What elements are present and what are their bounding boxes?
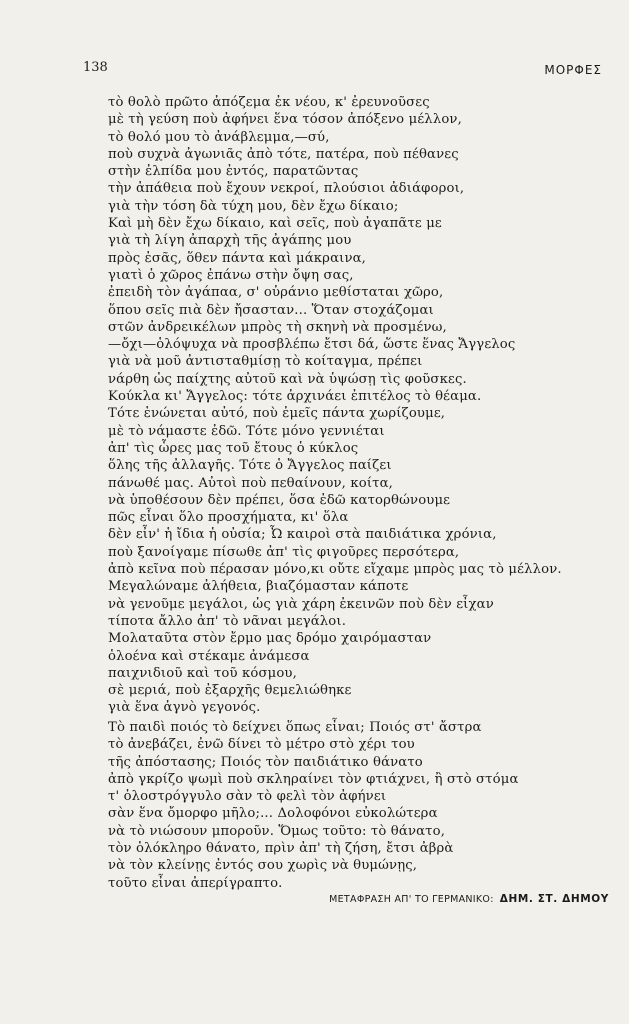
poem-line: πῶς εἶναι ὅλο προσχήματα, κι' ὅλα (108, 510, 349, 526)
poem-line: στὴν ἐλπίδα μου ἐντός, παρατῶντας (108, 164, 359, 180)
poem-line: Καὶ μὴ δὲν ἔχω δίκαιο, καὶ σεῖς, ποὺ ἀγαπᾶτε με (108, 216, 442, 232)
poem-line: παιχνιδιοῦ καὶ τοῦ κόσμου, (108, 665, 297, 681)
poem-line: Μολαταῦτα στὸν ἔρμο μας δρόμο χαιρόμασταν (108, 631, 432, 647)
poem-line: ἐπειδὴ τὸν ἀγάπαα, σ' οὐράνιο μεθίσταται χῶρο, (108, 285, 444, 301)
poem-line: τὸ θολὸ πρῶτο ἀπόζεμα ἐκ νέου, κ' ἐρευνοῦσες (108, 95, 430, 110)
poem-line: Κούκλα κι' Ἄγγελος: τότε ἀρχινάει ἐπιτέλος τὸ θέαμα. (108, 389, 482, 405)
poem-line: στῶν ἀνδρεικέλων μπρὸς τὴ σκηνὴ νὰ προσμένω, (108, 319, 447, 335)
credit-label: ΜΕΤΑΦΡΑΣΗ ΑΠ' ΤΟ ΓΕΡΜΑΝΙΚΟ: (329, 894, 494, 905)
poem-line: ὅπου σεῖς πιὰ δὲν ἤσασταν... Ὅταν στοχάζομαι (108, 302, 434, 318)
poem-line: τὴν ἀπάθεια ποὺ ἔχουν νεκροί, πλούσιοι ἀδιάφοροι, (108, 181, 465, 197)
poem-line: ὁλοένα καὶ στέκαμε ἀνάμεσα (108, 648, 310, 664)
page-number: 138 (83, 60, 108, 75)
poem-line: δὲν εἶν' ἡ ἴδια ἡ οὐσία; Ὦ καιροὶ στὰ παιδιάτικα χρόνια, (108, 527, 497, 543)
poem-line: Τὸ παιδὶ ποιός τὸ δείχνει ὅπως εἶναι; Ποιός στ' ἄστρα (108, 720, 482, 735)
poem-line: γιὰ νὰ μοῦ ἀντισταθμίσῃ τὸ κοίταγμα, πρέπει (108, 354, 423, 370)
poem-line: Τότε ἑνώνεται αὐτό, ποὺ ἐμεῖς πάντα χωρίζουμε, (108, 406, 446, 422)
poem-line: γιὰ τὴν τόση δὰ τύχη μου, δὲν ἔχω δίκαιο; (108, 198, 399, 214)
poem-line: ἀπ' τὶς ὧρες μας τοῦ ἔτους ὁ κύκλος (108, 440, 359, 456)
poem-line: μὲ τὴ γεύση ποὺ ἀφήνει ἕνα τόσον ἀπόξενο μέλλον, (108, 112, 462, 128)
poem-line: ὅλης τῆς ἀλλαγῆς. Τότε ὁ Ἄγγελος παίζει (108, 458, 392, 474)
poem-line: νὰ γενοῦμε μεγάλοι, ὡς γιὰ χάρη ἐκεινῶν ποὺ δὲν εἶχαν (108, 596, 494, 612)
poem-line: ποὺ συχνὰ ἀγωνιᾶς ἀπὸ τότε, πατέρα, ποὺ πέθανες (108, 146, 459, 162)
poem-line: μὲ τὸ νάμαστε ἐδῶ. Τότε μόνο γεννιέται (108, 423, 385, 439)
poem-line: νὰ ὑποθέσουν δὲν πρέπει, ὅσα ἐδῶ κατορθώνουμε (108, 492, 451, 508)
poem-line: γιὰ ἕνα ἁγνὸ γεγονός. (108, 700, 261, 716)
poem-line: γιατὶ ὁ χῶρος ἐπάνω στὴν ὄψη σας, (108, 267, 354, 283)
poem-line: γιὰ τὴ λίγη ἀπαρχὴ τῆς ἀγάπης μου (108, 233, 352, 249)
poem-line: πάνωθέ μας. Αὐτοὶ ποὺ πεθαίνουν, κοίτα, (108, 475, 393, 491)
poem-line: ποὺ ξανοίγαμε πίσωθε ἀπ' τὶς φιγοῦρες περσότερα, (108, 544, 460, 560)
poem-line: τὸ θολό μου τὸ ἀνάβλεμμα,—σύ, (108, 129, 330, 145)
poem-line: σὲ μεριά, ποὺ ἐξαρχῆς θεμελιώθηκε (108, 683, 352, 699)
translator-name: ΔΗΜ. ΣΤ. ΔΗΜΟΥ (499, 893, 609, 905)
poem-line: νάρθη ὡς παίχτης αὐτοῦ καὶ νὰ ὑψώσῃ τὶς φοῦσκες. (108, 371, 467, 387)
poem-line: νὰ τὸ νιώσουν μποροῦν. Ὅμως τοῦτο: τὸ θάνατο, (108, 823, 446, 839)
poem-line: τῆς ἀπόστασης; Ποιός τὸν παιδιάτικο θάνατο (108, 754, 423, 770)
poem-stanza-1 (108, 94, 613, 717)
poem-line: τοῦτο εἶναι ἀπερίγραπτο. (108, 875, 283, 891)
poem-line: τ' ὁλοστρόγγυλο σὰν τὸ φελὶ τὸν ἀφήνει (108, 789, 387, 805)
poem-line: Μεγαλώναμε ἀλήθεια, βιαζόμασταν κάποτε (108, 579, 409, 595)
running-title: ΜΟΡΦΕΣ (544, 63, 602, 77)
poem-line: νὰ τὸν κλείνῃς ἐντός σου χωρὶς νὰ θυμώνῃς, (108, 858, 418, 874)
poem-line: τὸ ἀνεβάζει, ἐνῶ δίνει τὸ μέτρο στὸ χέρι του (108, 737, 415, 753)
poem-line: —ὄχι—ὁλόψυχα νὰ προσβλέπω ἔτσι δά, ὥστε ἕνας Ἄγγελος (108, 337, 516, 353)
poem-line: πρὸς ἐσᾶς, ὅθεν πάντα καὶ μάκραινα, (108, 250, 367, 266)
poem-line: σὰν ἕνα ὄμορφο μῆλο;... Δολοφόνοι εὐκολώτερα (108, 806, 438, 822)
poem-line: τίποτα ἄλλο ἀπ' τὸ νᾶναι μεγάλοι. (108, 613, 347, 629)
translation-credit (329, 893, 609, 905)
poem-line: τὸν ὁλόκληρο θάνατο, πρὶν ἀπ' τὴ ζήση, ἔτσι ἀβρὰ (108, 841, 454, 857)
poem-line: ἀπὸ κεῖνα ποὺ πέρασαν μόνο,κι οὔτε εἴχαμε μπρὸς μας τὸ μέλλον. (108, 562, 562, 578)
poem-stanza-2 (108, 719, 613, 892)
poem-line: ἀπὸ γκρίζο ψωμὶ ποὺ σκληραίνει τὸν φτιάχνει, ἢ στὸ στόμα (108, 771, 519, 787)
